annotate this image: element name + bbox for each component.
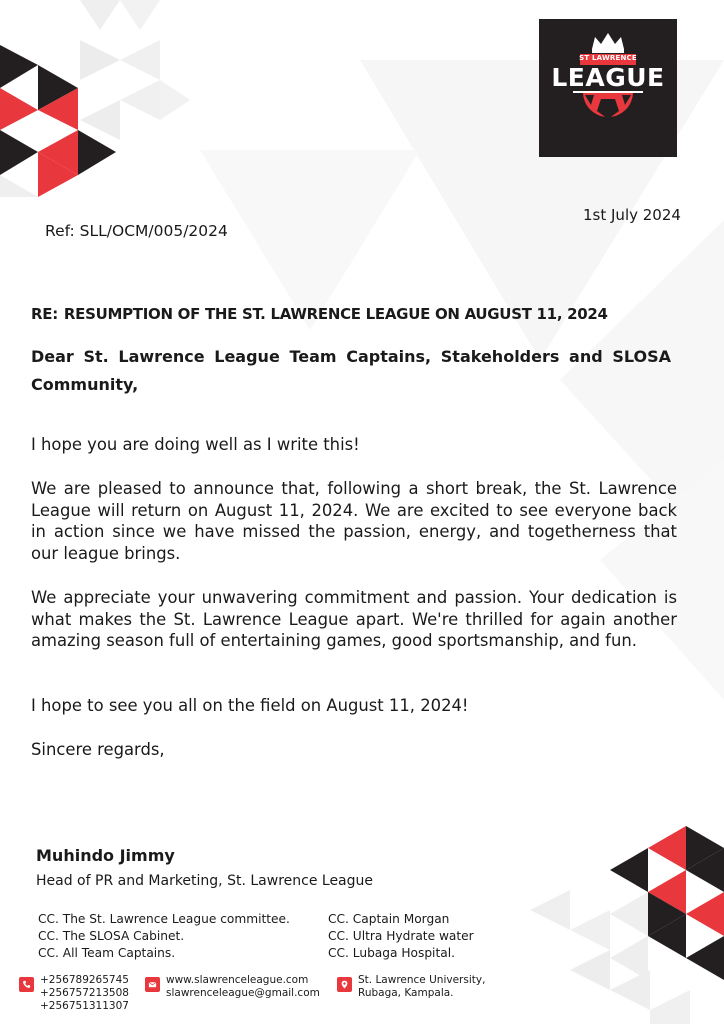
mail-icon [145,977,160,992]
logo-subtitle: ST LAWRENCE [579,54,637,62]
signer-title: Head of PR and Marketing, St. Lawrence League [36,873,374,889]
cc-item: CC. Ultra Hydrate water [328,929,474,943]
subject-prefix: RE: [31,305,58,323]
top-left-triangle-pattern [0,0,190,197]
bottom-right-triangle-pattern [530,826,724,1024]
crown-icon [592,33,624,53]
cc-item: CC. The St. Lawrence League committee. [38,912,290,926]
body-paragraph-3: We appreciate your unwavering commitment and passion. Your dedication is what makes the St. Lawrence League apart. We're thrilled for again another amazing season full of entertaining games, good sportsmanship, and fun. [31,588,677,650]
address-line: St. Lawrence University, [358,974,486,986]
reference-number: Ref: SLL/OCM/005/2024 [45,222,228,240]
address-line: Rubaga, Kampala. [358,987,454,999]
salutation: Dear St. Lawrence League Team Captains, Stakeholders and SLOSA Community, [31,347,671,394]
closing: Sincere regards, [31,740,165,759]
phone-number[interactable]: +256751311307 [40,1000,129,1012]
cc-item: CC. All Team Captains. [38,946,176,960]
subject-text: RESUMPTION OF THE ST. LAWRENCE LEAGUE ON AUGUST 11, 2024 [63,305,608,323]
letter-date: 1st July 2024 [583,206,681,224]
football-icon [583,92,633,119]
body-paragraph-4: I hope to see you all on the field on August 11, 2024! [31,696,469,715]
contact-phones [19,974,129,1013]
cc-item: CC. Captain Morgan [328,912,450,926]
signer-name: Muhindo Jimmy [36,846,175,865]
logo-title: LEAGUE [551,63,665,92]
body-paragraph-1: I hope you are doing well as I write this! [31,435,360,454]
league-logo [539,19,677,157]
website-link[interactable]: www.slawrenceleague.com [166,974,309,986]
contact-address [337,974,485,1000]
cc-list-right [328,911,474,962]
cc-list-left [38,911,290,962]
body-paragraph-2: We are pleased to announce that, following a short break, the St. Lawrence League will return on August 11, 2024. We are excited to see everyone back in action since we have missed the passion, energy, and togetherness that our league brings. [31,479,677,563]
phone-number[interactable]: +256757213508 [40,987,129,999]
phone-icon [19,977,34,992]
cc-item: CC. Lubaga Hospital. [328,946,455,960]
subject-line [31,305,608,323]
location-pin-icon [337,977,352,992]
contact-web-email [145,974,320,1000]
email-link[interactable]: slawrenceleague@gmail.com [166,987,320,999]
phone-number[interactable]: +256789265745 [40,974,129,986]
cc-item: CC. The SLOSA Cabinet. [38,929,185,943]
